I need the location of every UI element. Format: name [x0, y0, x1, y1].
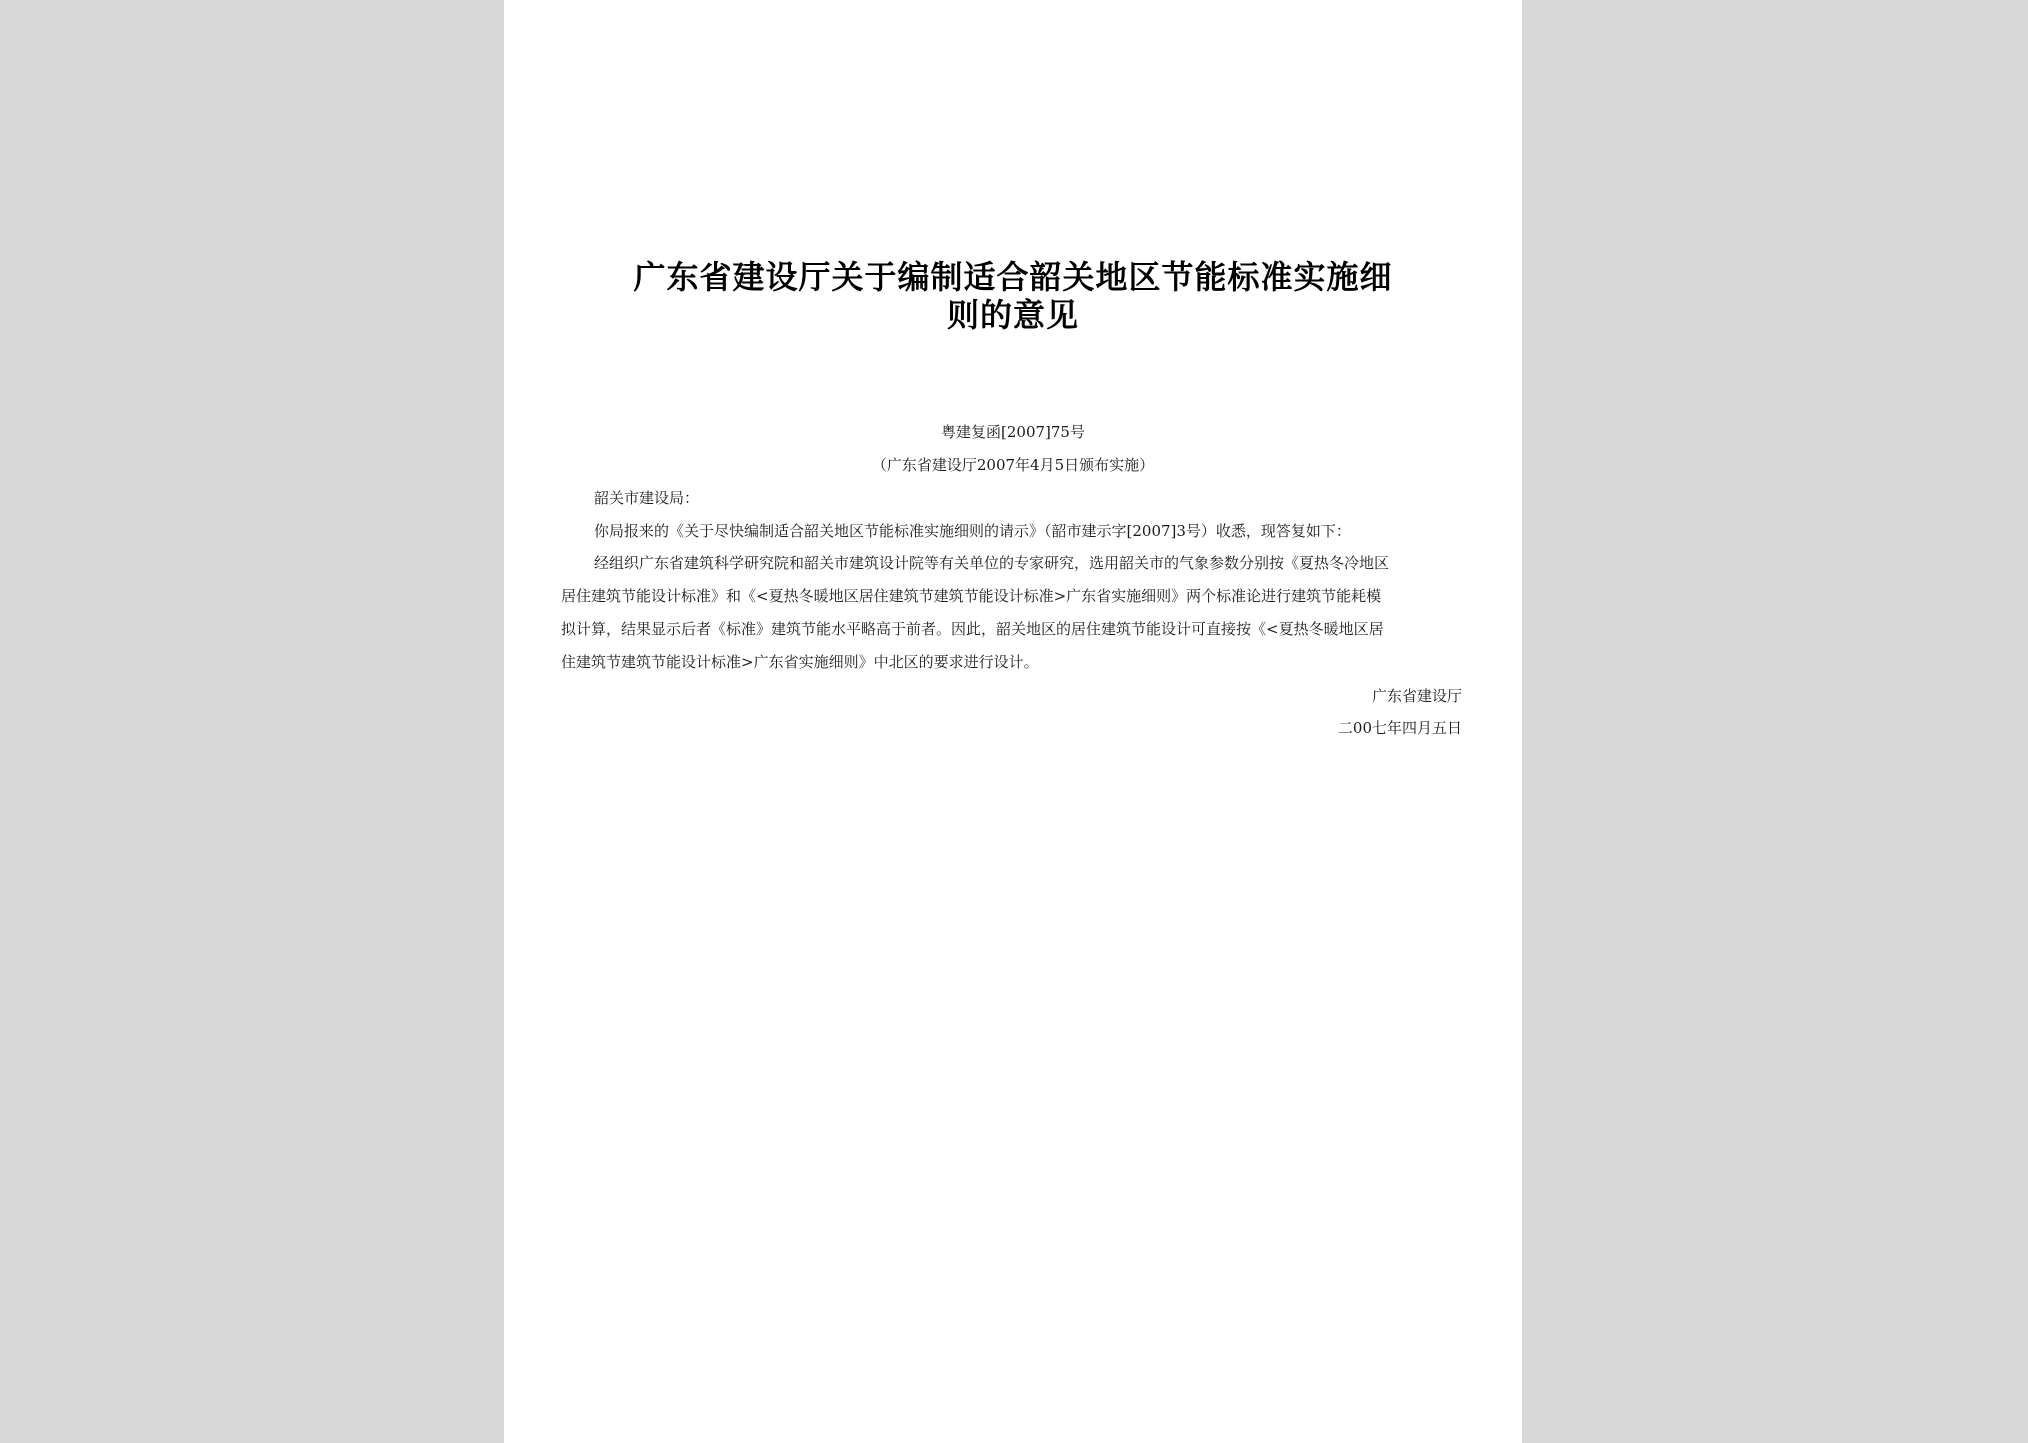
document-title — [594, 258, 1432, 334]
paragraph-2-line: 居住建筑节能设计标准》和《<夏热冬暖地区居住建筑节建筑节能设计标准>广东省实施细则》两个标准论进行建筑节能耗模 — [561, 587, 1382, 605]
paragraph-2-line: 住建筑节建筑节能设计标准>广东省实施细则》中北区的要求进行设计。 — [561, 653, 1039, 671]
paragraph-2-line: 经组织广东省建筑科学研究院和韶关市建筑设计院等有关单位的专家研究，选用韶关市的气象参数分别按《夏热冬冷地区 — [594, 554, 1390, 572]
issue-note: （广东省建设厅2007年4月5日颁布实施） — [871, 456, 1155, 474]
paragraph-2-line: 拟计算，结果显示后者《标准》建筑节能水平略高于前者。因此，韶关地区的居住建筑节能设计可直接按《<夏热冬暖地区居 — [561, 620, 1384, 638]
title-line-1: 广东省建设厅关于编制适合韶关地区节能标准实施细 — [633, 258, 1393, 296]
salutation: 韶关市建设局： — [594, 489, 700, 507]
signature-organization: 广东省建设厅 — [1371, 687, 1462, 705]
document-number: 粤建复函[2007]75号 — [941, 423, 1085, 441]
title-line-2: 则的意见 — [946, 296, 1079, 334]
document-page — [504, 0, 1522, 1443]
paragraph-1: 你局报来的《关于尽快编制适合韶关地区节能标准实施细则的请示》（韶市建示字[2007]3号）收悉，现答复如下： — [594, 522, 1351, 540]
signature-date: 二00七年四月五日 — [1337, 719, 1462, 737]
